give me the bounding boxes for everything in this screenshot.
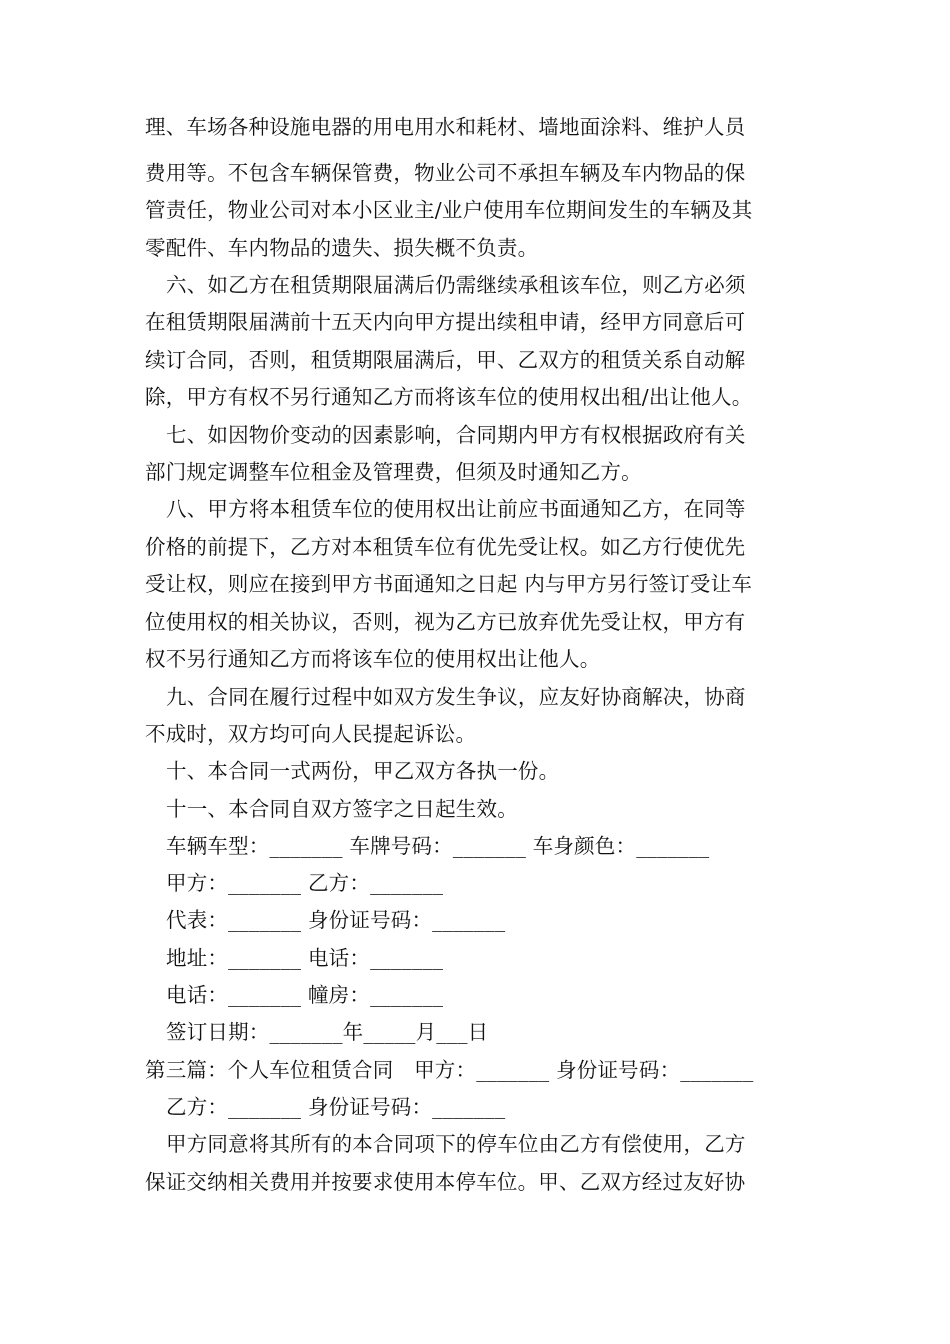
- section-three-heading: 第三篇：个人车位租赁合同 甲方：_______ 身份证号码：_______: [145, 1058, 754, 1082]
- phone-fields: 电话：_______ 幢房：_______: [166, 983, 444, 1007]
- paragraph-six: 六、如乙方在租赁期限届满后仍需继续承租该车位，则乙方必须: [166, 273, 746, 297]
- paragraph-eleven: 十一、本合同自双方签字之日起生效。: [166, 797, 518, 821]
- text-line: 价格的前提下，乙方对本租赁车位有优先受让权。如乙方行使优先: [145, 535, 746, 559]
- text-line: 费用等。不包含车辆保管费，物业公司不承担车辆及车内物品的保: [145, 161, 746, 185]
- party-b-fields: 乙方：_______ 身份证号码：_______: [166, 1095, 506, 1119]
- text-line: 受让权，则应在接到甲方书面通知之日起 内与甲方另行签订受让车: [145, 572, 753, 596]
- text-line: 零配件、车内物品的遗失、损失概不负责。: [145, 236, 539, 260]
- text-line: 位使用权的相关协议，否则，视为乙方已放弃优先受让权，甲方有: [145, 610, 746, 634]
- text-line: 管责任，物业公司对本小区业主/业户使用车位期间发生的车辆及其: [145, 198, 753, 222]
- text-line: 部门规定调整车位租金及管理费，但须及时通知乙方。: [145, 460, 642, 484]
- paragraph-seven: 七、如因物价变动的因素影响，合同期内甲方有权根据政府有关: [166, 423, 746, 447]
- text-line: 除，甲方有权不另行通知乙方而将该车位的使用权出租/出让他人。: [145, 385, 753, 409]
- text-line: 续订合同，否则，租赁期限届满后，甲、乙双方的租赁关系自动解: [145, 348, 746, 372]
- party-fields: 甲方：_______ 乙方：_______: [166, 871, 444, 895]
- text-line: 保证交纳相关费用并按要求使用本停车位。甲、乙双方经过友好协: [145, 1170, 746, 1194]
- signing-date-field: 签订日期：_______年_____月___日: [166, 1020, 489, 1044]
- text-line: 理、车场各种设施电器的用电用水和耗材、墙地面涂料、维护人员: [145, 115, 746, 139]
- text-line: 不成时，双方均可向人民提起诉讼。: [145, 722, 477, 746]
- paragraph-nine: 九、合同在履行过程中如双方发生争议，应友好协商解决，协商: [166, 685, 746, 709]
- paragraph-eight: 八、甲方将本租赁车位的使用权出让前应书面通知乙方，在同等: [166, 497, 746, 521]
- contract-intro: 甲方同意将其所有的本合同项下的停车位由乙方有偿使用，乙方: [166, 1132, 746, 1156]
- representative-fields: 代表：_______ 身份证号码：_______: [166, 908, 506, 932]
- vehicle-info-fields: 车辆车型：_______ 车牌号码：_______ 车身颜色：_______: [166, 834, 710, 858]
- text-line: 权不另行通知乙方而将该车位的使用权出让他人。: [145, 647, 601, 671]
- paragraph-ten: 十、本合同一式两份，甲乙双方各执一份。: [166, 759, 560, 783]
- text-line: 在租赁期限届满前十五天内向甲方提出续租申请，经甲方同意后可: [145, 310, 746, 334]
- address-fields: 地址：_______ 电话：_______: [166, 946, 444, 970]
